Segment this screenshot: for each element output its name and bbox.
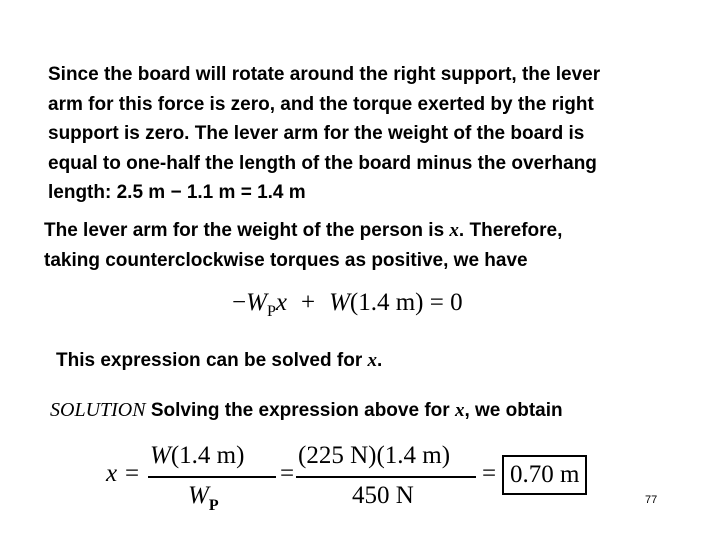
weight-symbol: W [329, 289, 350, 316]
variable-x: x [454, 400, 465, 421]
paragraph-person-lever-arm [44, 216, 562, 275]
text-run: . [377, 350, 383, 371]
fraction-bar [148, 476, 276, 478]
weight-symbol: W [150, 442, 171, 469]
fraction-bar [296, 476, 476, 478]
subscript-p: P [266, 303, 276, 320]
equals-sign: = [482, 460, 497, 487]
fraction2-numerator: (225 N)(1.4 m) [298, 442, 451, 469]
text-run: , we obtain [464, 400, 563, 421]
text-run: This expression can be solved for [56, 350, 368, 371]
lever-arm-value: (1.4 m) [349, 289, 424, 316]
solution-equation [106, 440, 626, 520]
boxed-result: 0.70 m [502, 455, 587, 495]
text-run: . Therefore, [458, 220, 563, 241]
page-number: 77 [645, 494, 658, 506]
equals-zero: = 0 [429, 289, 463, 316]
paragraph-lever-arm [48, 60, 600, 208]
lever-arm-value: (1.4 m) [170, 442, 245, 469]
fraction1-numerator [150, 442, 244, 470]
text-line: taking counterclockwise torques as positive, we have [44, 249, 528, 271]
text-line: length: 2.5 m − 1.1 m = 1.4 m [48, 182, 306, 203]
text-line [44, 216, 562, 246]
text-line: arm for this force is zero, and the torque exerted by the right [48, 93, 594, 115]
subscript-p: P [208, 497, 219, 514]
weight-symbol: W [246, 289, 267, 316]
variable-x: x [275, 289, 287, 316]
text-line: support is zero. The lever arm for the weight of the board is [48, 123, 585, 144]
text-run: Solving the expression above for [145, 400, 455, 421]
paragraph-solve-for-x [56, 346, 382, 376]
weight-symbol: W [188, 482, 209, 509]
text-line: equal to one-half the length of the board minus the overhang [48, 152, 597, 174]
plus-sign: + [300, 289, 316, 316]
text-line: Since the board will rotate around the right support, the lever [48, 64, 601, 85]
variable-x: x [449, 220, 459, 241]
fraction1-denominator [188, 482, 219, 514]
text-run: The lever arm for the weight of the person is [44, 220, 450, 241]
minus-sign: − [232, 289, 247, 316]
paragraph-solution [50, 396, 563, 426]
variable-x: x [367, 350, 377, 371]
torque-equation [232, 289, 463, 320]
solution-label: SOLUTION [50, 399, 146, 421]
equals-sign: = [280, 460, 295, 487]
fraction2-denominator: 450 N [352, 482, 414, 509]
x-equals: x = [106, 460, 141, 487]
